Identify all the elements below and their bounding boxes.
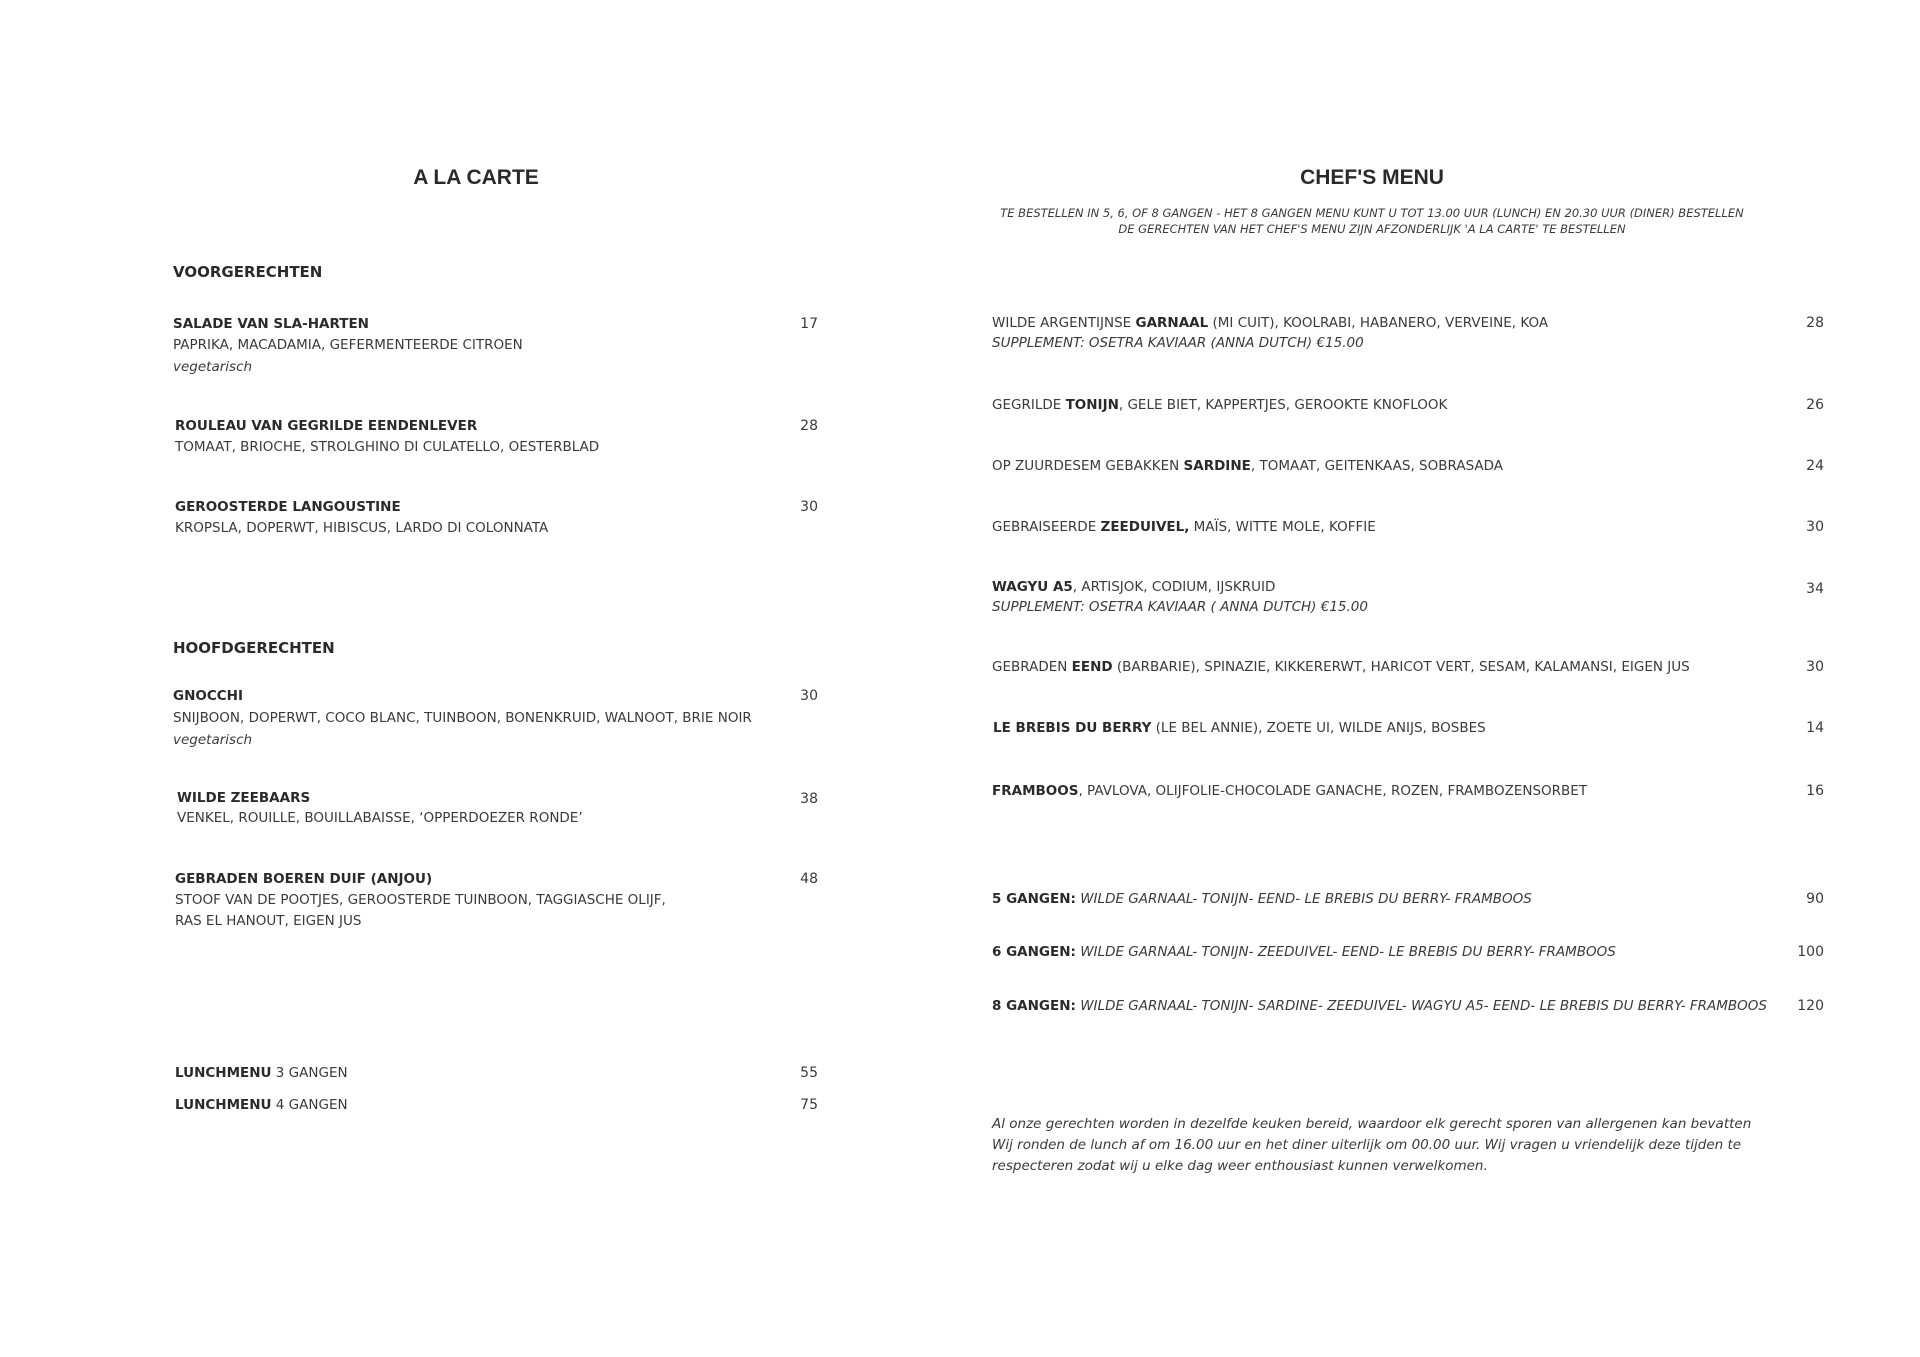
lunchmenu-label: LUNCHMENU xyxy=(175,1097,272,1113)
chef-dish xyxy=(992,659,1690,675)
chef-dish-key-ingredient: FRAMBOOS xyxy=(992,783,1079,799)
chef-dish-suffix: (MI CUIT), KOOLRABI, HABANERO, VERVEINE, KOA xyxy=(1208,315,1549,331)
menu-courses: WILDE GARNAAL- TONIJN- SARDINE- ZEEDUIVEL- WAGYU A5- EEND- LE BREBIS DU BERRY- FRAMBOOS xyxy=(1075,998,1767,1014)
dish-description: VENKEL, ROUILLE, BOUILLABAISSE, ‘OPPERDOEZER RONDE’ xyxy=(177,810,583,826)
dish-note: vegetarisch xyxy=(173,732,253,748)
chef-dish-supplement: SUPPLEMENT: OSETRA KAVIAAR ( ANNA DUTCH) €15.00 xyxy=(992,599,1368,615)
chef-dish xyxy=(992,458,1503,474)
dish-description-continued: RAS EL HANOUT, EIGEN JUS xyxy=(175,913,362,929)
dish-price: 30 xyxy=(800,688,818,704)
lunchmenu-label: LUNCHMENU xyxy=(175,1065,272,1081)
dish-description: STOOF VAN DE POOTJES, GEROOSTERDE TUINBOON, TAGGIASCHE OLIJF, xyxy=(175,892,666,908)
menu-6-gangen xyxy=(992,944,1616,960)
chef-dish xyxy=(992,519,1376,535)
chefs-menu-ordering-note: TE BESTELLEN IN 5, 6, OF 8 GANGEN - HET 8 GANGEN MENU KUNT U TOT 13.00 UUR (LUNCH) EN 20.30 UUR (DINER) BESTELLEN xyxy=(1000,206,1744,220)
chef-dish-suffix: , ARTISJOK, CODIUM, IJSKRUID xyxy=(1072,579,1276,595)
menu-8-gangen xyxy=(992,998,1767,1014)
footer-line: respecteren zodat wij u elke dag weer enthousiast kunnen verwelkomen. xyxy=(992,1158,1488,1174)
allergen-footer xyxy=(992,1114,1751,1177)
hoofdgerechten-heading: HOOFDGERECHTEN xyxy=(173,639,335,657)
chef-dish-suffix: , TOMAAT, GEITENKAAS, SOBRASADA xyxy=(1250,458,1504,474)
chef-dish-suffix: (BARBARIE), SPINAZIE, KIKKERERWT, HARICOT VERT, SESAM, KALAMANSI, EIGEN JUS xyxy=(1112,659,1690,675)
chef-dish-key-ingredient: WAGYU A5 xyxy=(992,579,1073,595)
chef-dish-key-ingredient: SARDINE xyxy=(1183,458,1251,474)
chef-dish-price: 30 xyxy=(1806,659,1824,675)
dish-description: KROPSLA, DOPERWT, HIBISCUS, LARDO DI COLONNATA xyxy=(175,520,549,536)
dish-name: GEROOSTERDE LANGOUSTINE xyxy=(175,499,401,515)
dish-description: SNIJBOON, DOPERWT, COCO BLANC, TUINBOON, BONENKRUID, WALNOOT, BRIE NOIR xyxy=(173,710,752,726)
dish-description: PAPRIKA, MACADAMIA, GEFERMENTEERDE CITROEN xyxy=(173,337,523,353)
chef-dish xyxy=(992,579,1275,595)
dish-price: 38 xyxy=(800,791,818,807)
chefs-menu-a-la-carte-note: DE GERECHTEN VAN HET CHEF'S MENU ZIJN AFZONDERLIJK 'A LA CARTE' TE BESTELLEN xyxy=(1118,222,1626,236)
lunchmenu-price: 75 xyxy=(800,1097,818,1113)
menu-5-gangen xyxy=(992,891,1532,907)
menu-price: 100 xyxy=(1797,944,1824,960)
chef-dish-suffix: MAÏS, WITTE MOLE, KOFFIE xyxy=(1189,519,1376,535)
chef-dish-supplement: SUPPLEMENT: OSETRA KAVIAAR (ANNA DUTCH) €15.00 xyxy=(992,335,1364,351)
chef-dish-price: 26 xyxy=(1806,397,1824,413)
chef-dish-price: 30 xyxy=(1806,519,1824,535)
chef-dish-price: 28 xyxy=(1806,315,1824,331)
dish-name: GNOCCHI xyxy=(173,688,243,704)
chef-dish-suffix: , GELE BIET, KAPPERTJES, GEROOKTE KNOFLOOK xyxy=(1118,397,1448,413)
chef-dish-prefix: WILDE ARGENTIJNSE xyxy=(992,315,1136,331)
dish-note: vegetarisch xyxy=(173,359,253,375)
menu-courses: WILDE GARNAAL- TONIJN- EEND- LE BREBIS DU BERRY- FRAMBOOS xyxy=(1075,891,1532,907)
chef-dish-suffix: (LE BEL ANNIE), ZOETE UI, WILDE ANIJS, BOSBES xyxy=(1151,720,1486,736)
footer-line: Al onze gerechten worden in dezelfde keuken bereid, waardoor elk gerecht sporen van allergenen kan bevatten xyxy=(992,1116,1752,1132)
chef-dish-prefix: OP ZUURDESEM GEBAKKEN xyxy=(992,458,1184,474)
chef-dish xyxy=(993,720,1486,736)
menu-label: 5 GANGEN: xyxy=(992,891,1076,907)
chef-dish-key-ingredient: EEND xyxy=(1071,659,1113,675)
lunchmenu-price: 55 xyxy=(800,1065,818,1081)
menu-label: 6 GANGEN: xyxy=(992,944,1076,960)
footer-line: Wij ronden de lunch af om 16.00 uur en het diner uiterlijk om 00.00 uur. Wij vragen u vriendelijk deze tijden te xyxy=(992,1137,1742,1153)
chef-dish-price: 16 xyxy=(1806,783,1824,799)
menu-label: 8 GANGEN: xyxy=(992,998,1076,1014)
dish-name: WILDE ZEEBAARS xyxy=(177,790,311,806)
lunchmenu-courses: 4 GANGEN xyxy=(271,1097,348,1113)
menu-courses: WILDE GARNAAL- TONIJN- ZEEDUIVEL- EEND- LE BREBIS DU BERRY- FRAMBOOS xyxy=(1075,944,1616,960)
chef-dish xyxy=(992,315,1548,331)
voorgerechten-heading: VOORGERECHTEN xyxy=(173,263,323,281)
dish-price: 30 xyxy=(800,499,818,515)
a-la-carte-title: A LA CARTE xyxy=(413,166,539,189)
menu-price: 90 xyxy=(1806,891,1824,907)
chef-dish-prefix: GEGRILDE xyxy=(992,397,1066,413)
lunchmenu-3-gangen xyxy=(175,1065,348,1081)
chef-dish-key-ingredient: TONIJN xyxy=(1065,397,1119,413)
chef-dish-key-ingredient: GARNAAL xyxy=(1135,315,1209,331)
chef-dish-prefix: GEBRADEN xyxy=(992,659,1072,675)
chefs-menu-title: CHEF'S MENU xyxy=(1300,166,1444,189)
chef-dish-suffix: , PAVLOVA, OLIJFOLIE-CHOCOLADE GANACHE, ROZEN, FRAMBOZENSORBET xyxy=(1078,783,1588,799)
dish-price: 28 xyxy=(800,418,818,434)
dish-description: TOMAAT, BRIOCHE, STROLGHINO DI CULATELLO, OESTERBLAD xyxy=(175,439,600,455)
chef-dish-price: 14 xyxy=(1806,720,1824,736)
lunchmenu-4-gangen xyxy=(175,1097,348,1113)
chef-dish-key-ingredient: LE BREBIS DU BERRY xyxy=(993,720,1152,736)
lunchmenu-courses: 3 GANGEN xyxy=(271,1065,348,1081)
chef-dish-price: 24 xyxy=(1806,458,1824,474)
chef-dish-price: 34 xyxy=(1806,581,1824,597)
dish-name: GEBRADEN BOEREN DUIF (ANJOU) xyxy=(175,871,433,887)
dish-price: 17 xyxy=(800,316,818,332)
dish-name: SALADE VAN SLA-HARTEN xyxy=(173,316,369,332)
chef-dish-prefix: GEBRAISEERDE xyxy=(992,519,1101,535)
dish-price: 48 xyxy=(800,871,818,887)
chef-dish-key-ingredient: ZEEDUIVEL, xyxy=(1100,519,1190,535)
chef-dish xyxy=(992,783,1587,799)
dish-name: ROULEAU VAN GEGRILDE EENDENLEVER xyxy=(175,418,478,434)
menu-price: 120 xyxy=(1797,998,1824,1014)
chef-dish xyxy=(992,397,1447,413)
